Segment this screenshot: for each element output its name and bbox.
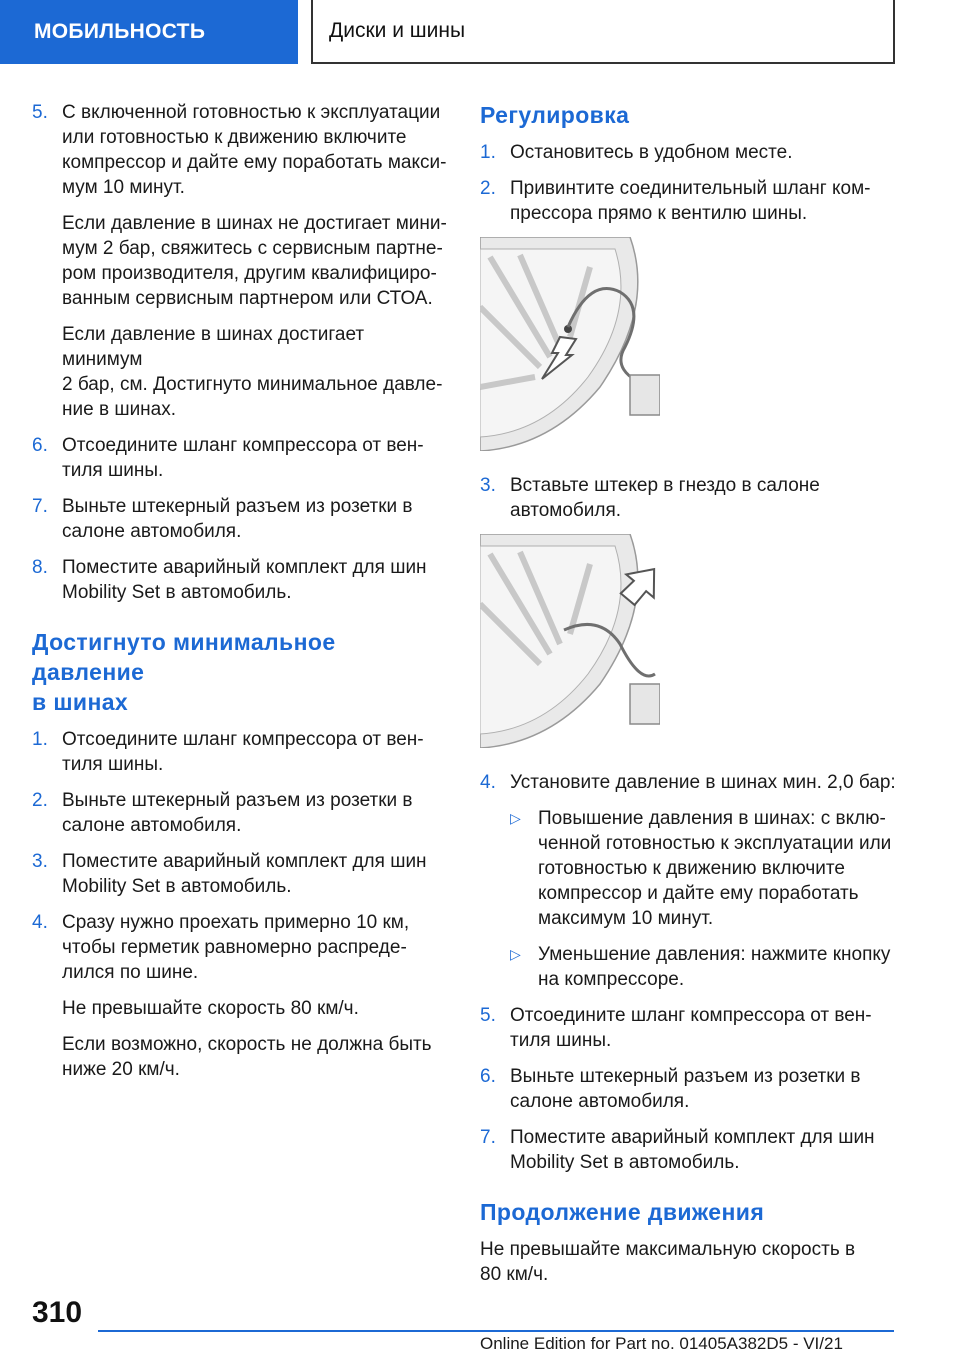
step-text: Отсоедините шланг компрессора от вен- тиля шины. [62, 729, 424, 775]
step-number: 7. [480, 1127, 496, 1148]
triangle-right-icon: ▷ [510, 946, 521, 962]
step-text: Выньте штекерный разъем из розетки в салоне автомобиля. [62, 790, 413, 836]
step-text: С включенной готовностью к эксплуатации или готовностью к движению включите компрессор и дайте ему поработать макси- мум 10 минут. [62, 102, 447, 198]
list-item [32, 788, 448, 838]
step-number: 3. [32, 851, 48, 872]
list-item [32, 100, 448, 200]
paragraph: Если давление в шинах не достигает мини- мум 2 бар, свяжитесь с сервисным партне- ром производителя, другим квалифициро- ванным сервисным партнером или СТОА. [62, 213, 447, 309]
triangle-right-icon: ▷ [510, 810, 521, 826]
bullet-text: Уменьшение давления: нажмите кнопку на компрессоре. [538, 944, 891, 990]
step-number: 5. [480, 1005, 496, 1026]
section-heading: Регулировка [480, 102, 630, 128]
step-text: Вставьте штекер в гнездо в салоне автомобиля. [510, 475, 820, 521]
step-text: Привинтите соединительный шланг ком- прессора прямо к вентилю шины. [510, 178, 871, 224]
footer-rule [98, 1330, 894, 1332]
step-text: Выньте штекерный разъем из розетки в салоне автомобиля. [510, 1066, 861, 1112]
page-number: 310 [32, 1296, 83, 1329]
step-number: 1. [32, 729, 48, 750]
list-item [32, 555, 448, 605]
step-number: 3. [480, 475, 496, 496]
section-title: МОБИЛЬНОСТЬ [34, 20, 206, 43]
edition-note: Online Edition for Part no. 01405A382D5 - VI/21 [480, 1334, 843, 1353]
step-number: 1. [480, 142, 496, 163]
step-text: Отсоедините шланг компрессора от вен- тиля шины. [62, 435, 424, 481]
step-text: Сразу нужно проехать примерно 10 км, чтобы герметик равномерно распреде- лился по шине. [62, 912, 410, 983]
step-number: 6. [480, 1066, 496, 1087]
list-item [32, 910, 448, 985]
section-heading: Достигнуто минимальное давление в шинах [32, 629, 336, 715]
step-number: 2. [32, 790, 48, 811]
bullet-item [510, 942, 898, 992]
list-item [32, 849, 448, 899]
step-number: 4. [32, 912, 48, 933]
list-item [480, 176, 898, 226]
right-column [480, 100, 898, 1287]
step-text: Отсоедините шланг компрессора от вен- тиля шины. [510, 1005, 872, 1051]
step-number: 8. [32, 557, 48, 578]
list-item [480, 1003, 898, 1053]
section-tab [0, 0, 298, 64]
list-item [480, 140, 898, 165]
bullet-text: Повышение давления в шинах: с вклю- ченной готовностью к эксплуатации или готовностью к движению включите компрессор и дайте ему поработать максимум 10 минут. [538, 808, 892, 929]
wheel-compressor-valve-illustration [480, 237, 660, 451]
step-number: 5. [32, 102, 48, 123]
list-item [480, 1064, 898, 1114]
step-text: Поместите аварийный комплект для шин Mobility Set в автомобиль. [62, 851, 427, 897]
paragraph: Не превышайте максимальную скорость в 80 км/ч. [480, 1239, 856, 1285]
step-number: 2. [480, 178, 496, 199]
bullet-item [510, 806, 898, 931]
list-item [32, 433, 448, 483]
paragraph: Не превышайте скорость 80 км/ч. [62, 998, 359, 1019]
wheel-compressor-plug-illustration [480, 534, 660, 748]
paragraph: Если возможно, скорость не должна быть ниже 20 км/ч. [62, 1034, 432, 1080]
list-item [480, 1125, 898, 1175]
step-text: Установите давление в шинах мин. 2,0 бар: [510, 772, 896, 793]
chapter-box [311, 0, 895, 64]
left-column [32, 100, 448, 1093]
step-text: Поместите аварийный комплект для шин Mobility Set в автомобиль. [510, 1127, 875, 1173]
step-text: Поместите аварийный комплект для шин Mobility Set в автомобиль. [62, 557, 427, 603]
paragraph: Если давление в шинах достигает минимум 2 бар, см. Достигнуто минимальное давле- ние в шинах. [62, 324, 443, 420]
list-item [32, 494, 448, 544]
step-number: 6. [32, 435, 48, 456]
step-text: Остановитесь в удобном месте. [510, 142, 793, 163]
chapter-title: Диски и шины [329, 19, 466, 42]
list-item [480, 770, 898, 795]
section-heading: Продолжение движения [480, 1199, 765, 1225]
list-item [480, 473, 898, 523]
list-item [32, 727, 448, 777]
step-number: 7. [32, 496, 48, 517]
step-number: 4. [480, 772, 496, 793]
step-text: Выньте штекерный разъем из розетки в салоне автомобиля. [62, 496, 413, 542]
